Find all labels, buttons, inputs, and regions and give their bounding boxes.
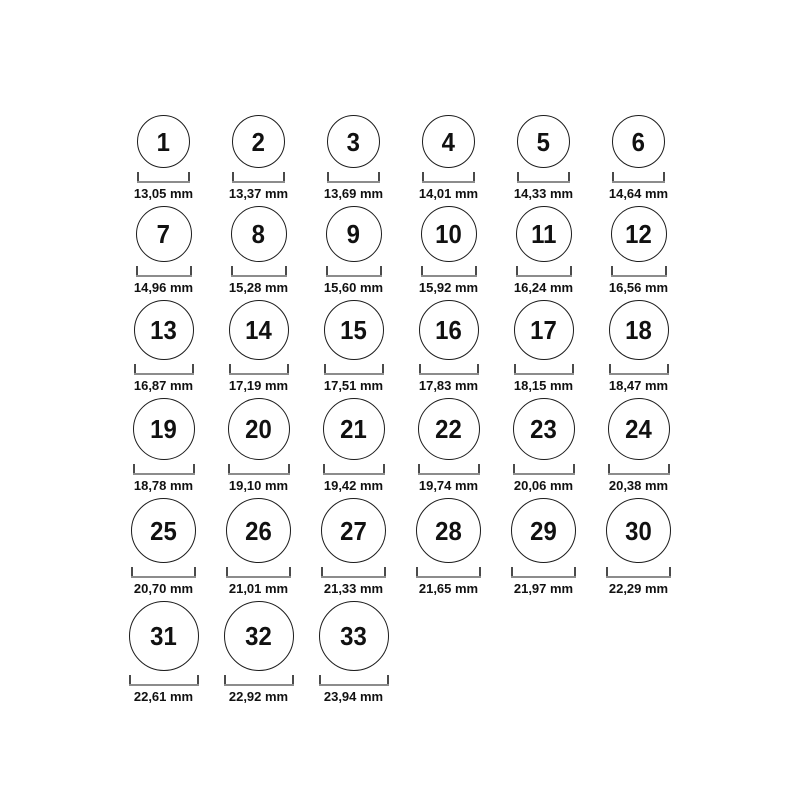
diameter-label: 14,96 mm	[133, 280, 194, 295]
ring-circle	[326, 206, 382, 262]
diameter-measure-line	[517, 172, 570, 183]
ring-size-number: 12	[625, 219, 652, 249]
measure-tick-left-icon	[513, 464, 515, 473]
diameter-label: 22,61 mm	[133, 689, 194, 704]
diameter-measure-line	[324, 364, 384, 375]
diameter-label: 21,33 mm	[323, 581, 384, 596]
ring-circle	[228, 398, 290, 460]
measure-tick-left-icon	[321, 567, 323, 576]
diameter-label: 18,47 mm	[608, 378, 669, 393]
measure-tick-left-icon	[608, 464, 610, 473]
diameter-label: 17,83 mm	[418, 378, 479, 393]
ring-size-number: 6	[631, 126, 646, 157]
measure-tick-left-icon	[606, 567, 608, 576]
ring-circle	[511, 498, 576, 563]
ring-circle	[133, 398, 195, 460]
diameter-label: 21,65 mm	[418, 581, 479, 596]
chart-row	[116, 206, 800, 295]
measure-tick-left-icon	[327, 172, 329, 181]
diameter-measure-line	[422, 172, 475, 183]
diameter-measure-line	[321, 567, 386, 578]
measure-tick-right-icon	[573, 464, 575, 473]
measure-tick-right-icon	[194, 567, 196, 576]
ring-size-number: 27	[340, 515, 367, 546]
measure-tick-right-icon	[292, 675, 294, 684]
diameter-label: 20,06 mm	[513, 478, 574, 493]
ring-size-cell	[116, 115, 211, 201]
measure-tick-right-icon	[387, 675, 389, 684]
ring-size-cell	[496, 498, 591, 596]
ring-circle	[327, 115, 380, 168]
diameter-label: 15,60 mm	[323, 280, 384, 295]
measure-tick-right-icon	[568, 172, 570, 181]
ring-circle	[324, 300, 384, 360]
ring-circle	[416, 498, 481, 563]
ring-size-cell	[496, 398, 591, 493]
ring-size-number: 32	[245, 621, 272, 651]
ring-circle	[232, 115, 285, 168]
measure-tick-left-icon	[516, 266, 518, 275]
diameter-measure-line	[418, 464, 480, 475]
measure-tick-left-icon	[136, 266, 138, 275]
measure-tick-right-icon	[197, 675, 199, 684]
diameter-measure-line	[511, 567, 576, 578]
diameter-label: 14,64 mm	[608, 186, 669, 201]
diameter-measure-line	[137, 172, 190, 183]
measure-tick-right-icon	[475, 266, 477, 275]
measure-tick-left-icon	[137, 172, 139, 181]
ring-circle	[134, 300, 194, 360]
measure-tick-left-icon	[134, 364, 136, 373]
diameter-label: 15,92 mm	[418, 280, 479, 295]
ring-size-number: 19	[150, 414, 177, 444]
ring-size-cell	[306, 115, 401, 201]
measure-tick-left-icon	[416, 567, 418, 576]
ring-circle	[229, 300, 289, 360]
diameter-label: 17,51 mm	[323, 378, 384, 393]
ring-size-cell	[116, 601, 211, 704]
ring-size-cell	[211, 115, 306, 201]
measure-tick-right-icon	[382, 364, 384, 373]
ring-size-number: 10	[435, 219, 462, 249]
ring-size-number: 2	[251, 126, 266, 157]
diameter-measure-line	[513, 464, 575, 475]
measure-tick-left-icon	[324, 364, 326, 373]
diameter-measure-line	[606, 567, 671, 578]
diameter-measure-line	[612, 172, 665, 183]
diameter-measure-line	[224, 675, 294, 686]
diameter-measure-line	[611, 266, 667, 277]
ring-circle	[513, 398, 575, 460]
measure-tick-left-icon	[133, 464, 135, 473]
measure-tick-right-icon	[574, 567, 576, 576]
ring-circle	[323, 398, 385, 460]
measure-tick-left-icon	[418, 464, 420, 473]
ring-size-number: 14	[245, 315, 272, 345]
ring-size-number: 16	[435, 315, 462, 345]
measure-tick-right-icon	[669, 567, 671, 576]
diameter-measure-line	[134, 364, 194, 375]
diameter-measure-line	[327, 172, 380, 183]
measure-tick-left-icon	[224, 675, 226, 684]
diameter-label: 19,74 mm	[418, 478, 479, 493]
diameter-label: 23,94 mm	[323, 689, 384, 704]
ring-size-number: 30	[625, 515, 652, 546]
diameter-label: 13,69 mm	[323, 186, 384, 201]
measure-tick-right-icon	[665, 266, 667, 275]
ring-circle	[131, 498, 196, 563]
measure-tick-left-icon	[612, 172, 614, 181]
ring-size-cell	[306, 398, 401, 493]
ring-size-cell	[591, 115, 686, 201]
ring-circle	[418, 398, 480, 460]
diameter-measure-line	[421, 266, 477, 277]
ring-size-number: 28	[435, 515, 462, 546]
measure-tick-right-icon	[572, 364, 574, 373]
measure-tick-left-icon	[319, 675, 321, 684]
diameter-measure-line	[609, 364, 669, 375]
ring-circle	[137, 115, 190, 168]
diameter-label: 16,24 mm	[513, 280, 574, 295]
ring-size-cell	[211, 300, 306, 393]
diameter-label: 22,29 mm	[608, 581, 669, 596]
measure-tick-left-icon	[323, 464, 325, 473]
ring-size-cell	[116, 300, 211, 393]
diameter-label: 14,01 mm	[418, 186, 479, 201]
diameter-label: 13,37 mm	[228, 186, 289, 201]
ring-size-number: 22	[435, 414, 462, 444]
diameter-label: 21,97 mm	[513, 581, 574, 596]
diameter-label: 18,15 mm	[513, 378, 574, 393]
measure-tick-right-icon	[188, 172, 190, 181]
ring-size-number: 17	[530, 315, 557, 345]
measure-tick-right-icon	[477, 364, 479, 373]
ring-circle	[321, 498, 386, 563]
measure-tick-left-icon	[422, 172, 424, 181]
diameter-measure-line	[129, 675, 199, 686]
measure-tick-right-icon	[190, 266, 192, 275]
measure-tick-right-icon	[667, 364, 669, 373]
ring-size-cell	[401, 115, 496, 201]
measure-tick-left-icon	[511, 567, 513, 576]
diameter-label: 15,28 mm	[228, 280, 289, 295]
ring-size-cell	[306, 498, 401, 596]
measure-tick-left-icon	[514, 364, 516, 373]
ring-size-cell	[306, 300, 401, 393]
measure-tick-right-icon	[668, 464, 670, 473]
diameter-label: 13,05 mm	[133, 186, 194, 201]
ring-size-number: 7	[156, 219, 171, 249]
measure-tick-right-icon	[383, 464, 385, 473]
diameter-measure-line	[608, 464, 670, 475]
chart-row	[116, 498, 800, 596]
diameter-label: 14,33 mm	[513, 186, 574, 201]
measure-tick-right-icon	[380, 266, 382, 275]
ring-size-number: 33	[340, 621, 367, 651]
diameter-measure-line	[514, 364, 574, 375]
diameter-measure-line	[131, 567, 196, 578]
ring-size-number: 21	[340, 414, 367, 444]
ring-size-number: 3	[346, 126, 361, 157]
ring-size-number: 15	[340, 315, 367, 345]
ring-circle	[226, 498, 291, 563]
measure-tick-right-icon	[478, 464, 480, 473]
diameter-measure-line	[516, 266, 572, 277]
ring-size-cell	[496, 300, 591, 393]
diameter-measure-line	[231, 266, 287, 277]
diameter-label: 21,01 mm	[228, 581, 289, 596]
measure-tick-right-icon	[193, 464, 195, 473]
ring-size-cell	[591, 498, 686, 596]
ring-circle	[612, 115, 665, 168]
diameter-measure-line	[416, 567, 481, 578]
diameter-label: 16,56 mm	[608, 280, 669, 295]
ring-circle	[516, 206, 572, 262]
diameter-measure-line	[226, 567, 291, 578]
diameter-label: 16,87 mm	[133, 378, 194, 393]
ring-size-cell	[591, 398, 686, 493]
diameter-measure-line	[323, 464, 385, 475]
ring-size-number: 23	[530, 414, 557, 444]
measure-tick-right-icon	[288, 464, 290, 473]
diameter-measure-line	[419, 364, 479, 375]
ring-size-number: 20	[245, 414, 272, 444]
ring-size-cell	[401, 300, 496, 393]
diameter-measure-line	[232, 172, 285, 183]
ring-size-cell	[116, 398, 211, 493]
measure-tick-right-icon	[192, 364, 194, 373]
ring-circle	[231, 206, 287, 262]
diameter-measure-line	[228, 464, 290, 475]
ring-size-cell	[211, 206, 306, 295]
ring-size-number: 24	[625, 414, 652, 444]
measure-tick-right-icon	[283, 172, 285, 181]
ring-circle	[517, 115, 570, 168]
chart-row	[116, 398, 800, 493]
measure-tick-right-icon	[663, 172, 665, 181]
ring-size-cell	[591, 300, 686, 393]
ring-size-number: 25	[150, 515, 177, 546]
measure-tick-right-icon	[285, 266, 287, 275]
ring-circle	[129, 601, 199, 671]
diameter-label: 20,38 mm	[608, 478, 669, 493]
ring-size-number: 31	[150, 621, 177, 651]
ring-size-number: 11	[530, 219, 557, 249]
ring-size-cell	[116, 206, 211, 295]
ring-size-cell	[116, 498, 211, 596]
ring-size-number: 29	[530, 515, 557, 546]
ring-size-number: 26	[245, 515, 272, 546]
ring-circle	[609, 300, 669, 360]
ring-circle	[319, 601, 389, 671]
ring-circle	[606, 498, 671, 563]
ring-circle	[419, 300, 479, 360]
measure-tick-right-icon	[289, 567, 291, 576]
measure-tick-left-icon	[609, 364, 611, 373]
measure-tick-left-icon	[517, 172, 519, 181]
ring-size-cell	[401, 498, 496, 596]
measure-tick-left-icon	[228, 464, 230, 473]
measure-tick-right-icon	[378, 172, 380, 181]
diameter-measure-line	[136, 266, 192, 277]
ring-size-cell	[211, 601, 306, 704]
ring-circle	[136, 206, 192, 262]
measure-tick-right-icon	[384, 567, 386, 576]
ring-circle	[421, 206, 477, 262]
ring-circle	[611, 206, 667, 262]
measure-tick-right-icon	[287, 364, 289, 373]
measure-tick-left-icon	[229, 364, 231, 373]
diameter-measure-line	[326, 266, 382, 277]
diameter-label: 19,42 mm	[323, 478, 384, 493]
ring-size-cell	[401, 398, 496, 493]
ring-size-number: 13	[150, 315, 177, 345]
measure-tick-left-icon	[231, 266, 233, 275]
diameter-label: 20,70 mm	[133, 581, 194, 596]
ring-circle	[224, 601, 294, 671]
measure-tick-left-icon	[226, 567, 228, 576]
measure-tick-right-icon	[570, 266, 572, 275]
measure-tick-left-icon	[232, 172, 234, 181]
diameter-measure-line	[229, 364, 289, 375]
ring-size-cell	[496, 115, 591, 201]
chart-row	[116, 300, 800, 393]
measure-tick-right-icon	[473, 172, 475, 181]
ring-size-cell	[211, 398, 306, 493]
measure-tick-left-icon	[131, 567, 133, 576]
diameter-label: 19,10 mm	[228, 478, 289, 493]
ring-size-cell	[211, 498, 306, 596]
diameter-label: 18,78 mm	[133, 478, 194, 493]
ring-size-cell	[591, 206, 686, 295]
diameter-label: 22,92 mm	[228, 689, 289, 704]
chart-row	[116, 601, 800, 704]
ring-size-number: 1	[156, 126, 171, 157]
ring-circle	[514, 300, 574, 360]
ring-size-cell	[496, 206, 591, 295]
diameter-measure-line	[319, 675, 389, 686]
ring-circle	[422, 115, 475, 168]
measure-tick-left-icon	[611, 266, 613, 275]
measure-tick-left-icon	[421, 266, 423, 275]
ring-circle	[608, 398, 670, 460]
measure-tick-left-icon	[419, 364, 421, 373]
ring-size-number: 8	[251, 219, 266, 249]
diameter-measure-line	[133, 464, 195, 475]
measure-tick-right-icon	[479, 567, 481, 576]
ring-size-number: 9	[346, 219, 361, 249]
ring-size-number: 5	[536, 126, 551, 157]
chart-row	[116, 115, 800, 201]
ring-size-cell	[401, 206, 496, 295]
diameter-label: 17,19 mm	[228, 378, 289, 393]
ring-size-number: 18	[625, 315, 652, 345]
ring-size-cell	[306, 601, 401, 704]
ring-size-number: 4	[441, 126, 456, 157]
ring-size-cell	[306, 206, 401, 295]
measure-tick-left-icon	[326, 266, 328, 275]
measure-tick-left-icon	[129, 675, 131, 684]
